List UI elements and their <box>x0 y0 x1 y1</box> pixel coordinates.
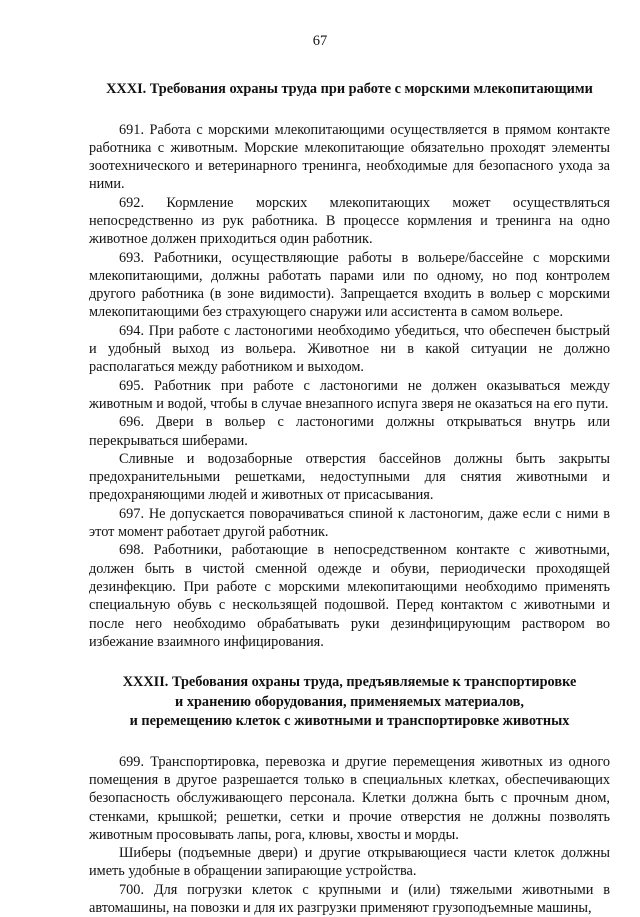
paragraph-698: 698. Работники, работающие в непосредственном контакте с животными, должен быть в чистой сменной одежде и обуви, периодически проходящей дезинфекцию. При работе с морскими млекопитающими необходимо применять специальную обувь с нескользящей подошвой. Перед контактом с животными и после него необходимо обрабатывать руки дезинфицирующим раствором во избежание взаимного инфицирования. <box>89 542 610 650</box>
section-heading-32-line-2: и хранению оборудования, применяемых материалов, <box>175 693 524 710</box>
paragraph-697: 697. Не допускается поворачиваться спиной к ластоногим, даже если с ними в этот момент работает другой работник. <box>89 505 610 541</box>
paragraph-694: 694. При работе с ластоногими необходимо убедиться, что обеспечен быстрый и удобный выход из вольера. Животное ни в какой ситуации не должно располагаться между работником и выходом. <box>89 322 610 376</box>
paragraph-699-continued: Шиберы (подъемные двери) и другие открывающиеся части клеток должны иметь удобные в обращении запирающие устройства. <box>89 845 610 880</box>
paragraph-700: 700. Для погрузки клеток с крупными и (или) тяжелыми животными в автомашины, на повозки и для их разгрузки применяют грузоподъемные машины, <box>89 881 610 916</box>
paragraph-695: 695. Работник при работе с ластоногими не должен оказываться между животным и водой, чтобы в случае внезапного испуга зверя не оказаться на его пути. <box>89 377 610 412</box>
section-32-paragraphs <box>89 753 610 917</box>
section-heading-32 <box>89 673 610 732</box>
section-heading-31: XXXI. Требования охраны труда при работе с морскими млекопитающими <box>106 81 593 97</box>
paragraph-699: 699. Транспортировка, перевозка и другие перемещения животных из одного помещения в другое разрешается только в специальных клетках, обеспечивающих безопасность обслуживающего персонала. Клетки должна быть с прочным дном, стенками, крышкой; решетки, сетки и прочие отверстия не должны позволять животным просовывать лапы, рога, клювы, хвосты и морды. <box>89 753 610 843</box>
section-heading-32-line-3: и перемещению клеток с животными и транспортировке животных <box>129 713 570 730</box>
paragraph-696: 696. Двери в вольер с ластоногими должны открываться внутрь или перекрываться шиберами. <box>89 414 610 449</box>
section-heading-32-line-1: XXXII. Требования охраны труда, предъявляемые к транспортировке <box>122 674 577 691</box>
paragraph-691: 691. Работа с морскими млекопитающими осуществляется в прямом контакте работника с животным. Морские млекопитающие обязательно проходят элементы зоотехнического и ветеринарного тренинга, необходимые для безопасного ухода за ними. <box>89 121 610 193</box>
paragraph-696-continued: Сливные и водозаборные отверстия бассейнов должны быть закрыты предохранительными решетками, недоступными для снятия животными и предохраняющими людей и животных от присасывания. <box>89 450 610 504</box>
paragraph-692: 692. Кормление морских млекопитающих может осуществляться непосредственно из рук работника. В процессе кормления и тренинга на одно животное должен приходиться один работник. <box>89 194 610 248</box>
page-number: 67 <box>312 33 328 49</box>
document-body <box>89 80 610 917</box>
paragraph-693: 693. Работники, осуществляющие работы в вольере/бассейне с морскими млекопитающими, должны работать парами или по одному, но под контролем другого работника (в зоне видимости). Запрещается входить в вольер с морскими млекопитающими без страхующего снаружи или ассистента в самом вольере. <box>89 249 610 321</box>
section-31-paragraphs <box>89 121 610 652</box>
